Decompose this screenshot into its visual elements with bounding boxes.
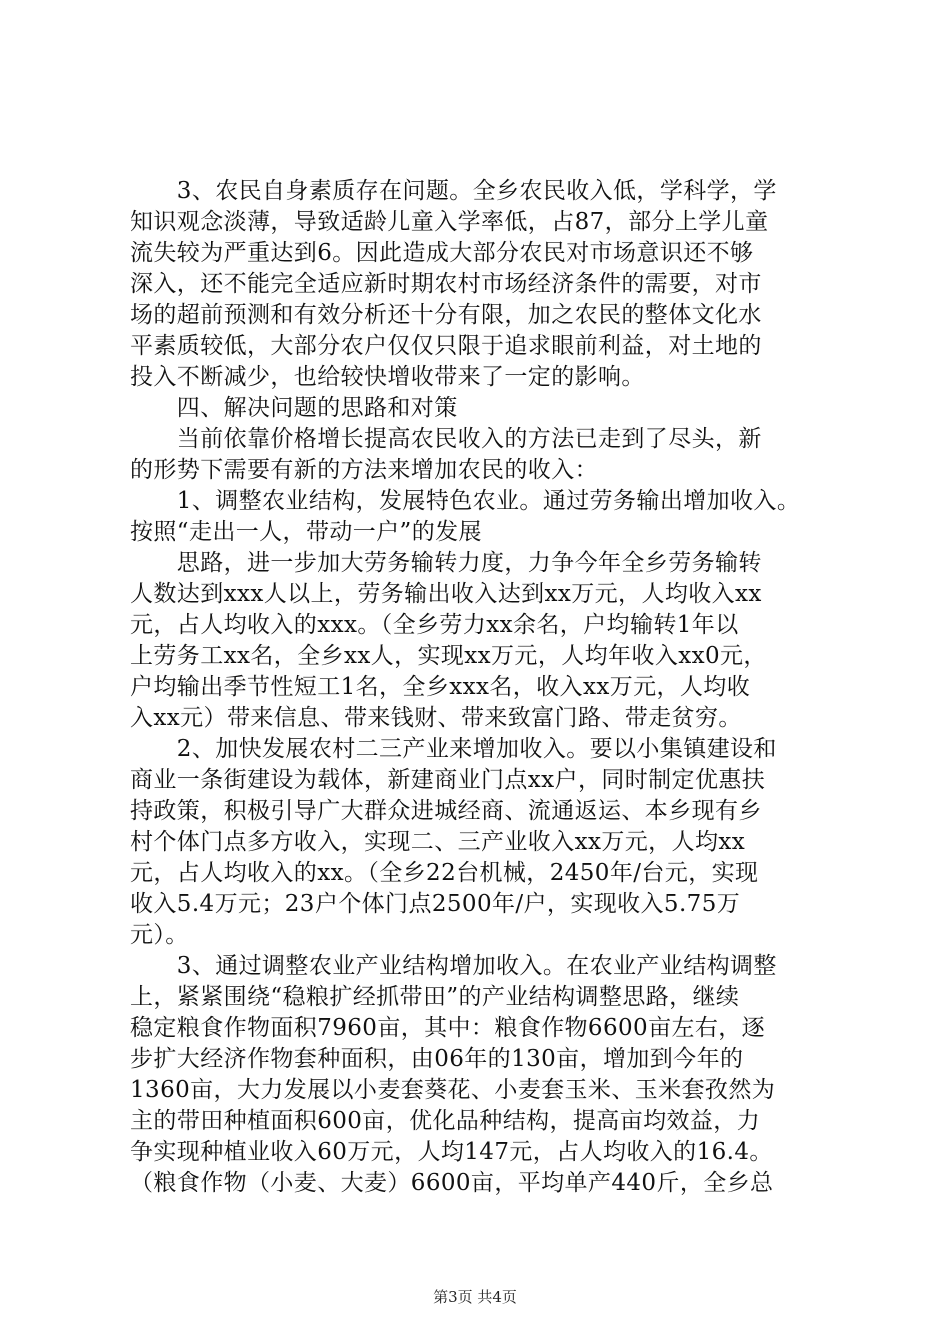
text-line: 场的超前预测和有效分析还十分有限，加之农民的整体文化水 [130,302,762,328]
text-line: 元，占人均收入的xxx。（全乡劳力xx余名，户均输转1年以 [130,612,739,638]
text-line: 入xx元）带来信息、带来钱财、带来致富门路、带走贫穷。 [130,705,742,731]
text-line: 的形势下需要有新的方法来增加农民的收入： [130,457,598,483]
text-line: 1360亩，大力发展以小麦套葵花、小麦套玉米、玉米套孜然为 [130,1077,776,1103]
text-line: 投入不断减少，也给较快增收带来了一定的影响。 [130,364,645,390]
text-line: 流失较为严重达到6。因此造成大部分农民对市场意识还不够 [130,240,754,266]
text-line: 收入5.4万元；23户个体门点2500年/户，实现收入5.75万 [130,891,741,917]
text-line: 按照“走出一人，带动一户”的发展 [130,519,482,545]
text-line: 2、加快发展农村二三产业来增加收入。要以小集镇建设和 [130,736,777,762]
text-line: （粮食作物（小麦、大麦）6600亩，平均单产440斤，全乡总 [130,1170,774,1196]
text-line: 上，紧紧围绕“稳粮扩经抓带田”的产业结构调整思路，继续 [130,984,740,1010]
text-line: 户均输出季节性短工1名，全乡xxx名，收入xx万元，人均收 [130,674,751,700]
text-line: 四、解决问题的思路和对策 [130,395,458,421]
text-line: 3、农民自身素质存在问题。全乡农民收入低，学科学，学 [130,178,777,204]
text-line: 元，占人均收入的xx。（全乡22台机械，2450年/台元，实现 [130,860,759,886]
text-line: 3、通过调整农业产业结构增加收入。在农业产业结构调整 [130,953,777,979]
text-line: 主的带田种植面积600亩，优化品种结构，提高亩均效益，力 [130,1108,761,1134]
body-text [130,176,835,1199]
text-line: 上劳务工xx名，全乡xx人，实现xx万元，人均年收入xx0元， [130,643,767,669]
page-footer: 第3页 共4页 [433,1288,517,1306]
text-line: 当前依靠价格增长提高农民收入的方法已走到了尽头，新 [130,426,762,452]
text-line: 深入，还不能完全适应新时期农村市场经济条件的需要，对市 [130,271,762,297]
text-line: 1、调整农业结构，发展特色农业。通过劳务输出增加收入。 [130,488,801,514]
text-line: 人数达到xxx人以上，劳务输出收入达到xx万元，人均收入xx [130,581,762,607]
text-line: 平素质较低，大部分农户仅仅只限于追求眼前利益，对土地的 [130,333,762,359]
text-line: 持政策，积极引导广大群众进城经商、流通返运、本乡现有乡 [130,798,762,824]
text-line: 争实现种植业收入60万元，人均147元，占人均收入的16.4。 [130,1139,773,1165]
text-line: 稳定粮食作物面积7960亩，其中：粮食作物6600亩左右，逐 [130,1015,766,1041]
text-line: 村个体门点多方收入，实现二、三产业收入xx万元，人均xx [130,829,746,855]
text-line: 商业一条街建设为载体，新建商业门点xx户，同时制定优惠扶 [130,767,766,793]
text-line: 步扩大经济作物套种面积，由06年的130亩，增加到今年的 [130,1046,744,1072]
text-line: 元）。 [130,922,189,948]
text-line: 知识观念淡薄，导致适龄儿童入学率低，占87，部分上学儿童 [130,209,769,235]
text-line: 思路，进一步加大劳务输转力度，力争今年全乡劳务输转 [130,550,762,576]
